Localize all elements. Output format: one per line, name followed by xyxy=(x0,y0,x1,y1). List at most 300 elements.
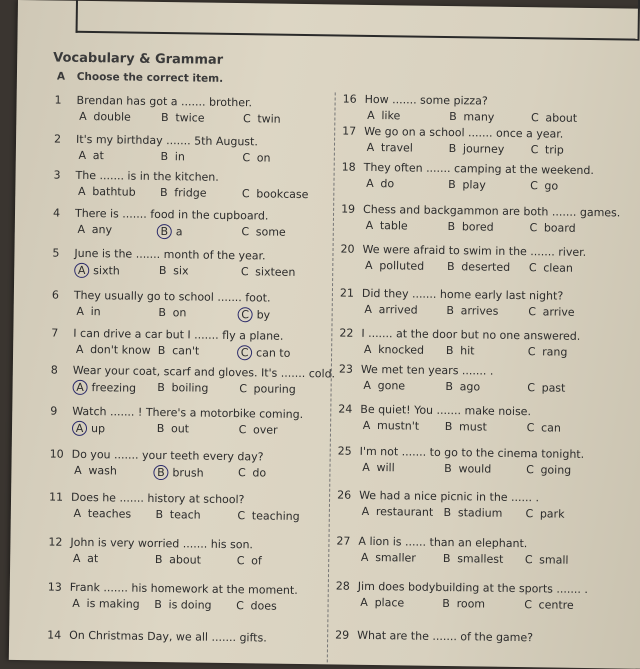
question-number: 27 xyxy=(336,534,351,548)
option-letter: A xyxy=(74,263,89,278)
option-a[interactable] xyxy=(364,141,413,155)
option-text: at xyxy=(87,552,99,566)
question-item xyxy=(339,286,575,322)
option-a[interactable] xyxy=(74,305,101,318)
option-b[interactable] xyxy=(444,260,510,274)
option-b[interactable] xyxy=(156,306,187,319)
option-text: smallest xyxy=(457,552,504,566)
option-b[interactable] xyxy=(157,186,206,200)
question-number: 10 xyxy=(49,447,64,461)
question-line xyxy=(341,203,620,220)
option-letter: A xyxy=(362,418,371,432)
option-text: up xyxy=(90,422,106,436)
option-letter: A xyxy=(362,460,370,474)
option-letter: C xyxy=(528,261,537,275)
option-b[interactable] xyxy=(158,150,185,163)
option-c[interactable] xyxy=(239,187,308,201)
option-c[interactable] xyxy=(526,305,575,319)
question-number: 12 xyxy=(48,535,63,549)
question-item xyxy=(48,490,300,525)
option-b[interactable] xyxy=(442,420,487,434)
answer-options xyxy=(52,305,271,324)
question-item xyxy=(335,579,587,615)
question-number: 21 xyxy=(339,286,355,300)
question-item xyxy=(52,289,271,324)
question-line xyxy=(49,490,245,506)
option-text: bathtub xyxy=(92,185,136,199)
question-stem: Do you ....... your teeth every day? xyxy=(71,447,264,464)
question-item xyxy=(47,628,267,644)
question-stem: Did they ....... home early last night? xyxy=(361,286,564,303)
option-a[interactable] xyxy=(72,380,136,396)
answer-options xyxy=(340,259,586,278)
question-line xyxy=(53,207,269,223)
answer-options xyxy=(49,463,267,482)
question-number: 17 xyxy=(342,124,357,138)
option-b[interactable] xyxy=(440,552,503,566)
option-b[interactable] xyxy=(443,380,481,394)
option-letter: B xyxy=(442,551,451,566)
option-text: go xyxy=(544,179,559,193)
question-item xyxy=(338,362,566,397)
option-c[interactable] xyxy=(239,225,286,239)
option-a[interactable] xyxy=(74,263,120,279)
question-item xyxy=(339,327,580,362)
option-c[interactable] xyxy=(237,345,291,361)
option-letter: B xyxy=(445,344,454,358)
option-text: hit xyxy=(460,344,475,358)
question-number: 8 xyxy=(50,363,58,377)
option-b[interactable] xyxy=(155,381,209,395)
question-stem: The ....... is in the kitchen. xyxy=(75,168,219,184)
option-c[interactable] xyxy=(526,261,573,275)
answer-options xyxy=(339,378,566,397)
option-text: fridge xyxy=(174,186,207,200)
question-line xyxy=(338,445,585,461)
option-letter: B xyxy=(158,263,167,278)
exercise-instruction-text: Choose the correct item. xyxy=(76,70,224,85)
option-c[interactable] xyxy=(528,111,577,125)
option-text: small xyxy=(539,553,569,567)
option-letter: C xyxy=(238,423,247,437)
option-letter: B xyxy=(157,380,165,395)
option-a[interactable] xyxy=(360,419,419,433)
question-line xyxy=(342,125,563,141)
question-number: 23 xyxy=(338,362,353,376)
question-line xyxy=(339,327,580,343)
option-text: sixteen xyxy=(255,265,296,279)
option-letter: A xyxy=(365,218,374,232)
answer-options xyxy=(340,302,575,322)
option-letter: C xyxy=(242,112,251,126)
option-b[interactable] xyxy=(440,597,486,611)
option-letter: B xyxy=(157,224,172,239)
option-text: teaching xyxy=(251,509,300,523)
option-letter: C xyxy=(524,553,533,567)
option-letter: A xyxy=(364,258,373,272)
option-text: teach xyxy=(169,508,201,522)
question-stem: I'm not ....... to go to the cinema tonight. xyxy=(359,444,585,461)
option-c[interactable] xyxy=(522,553,568,567)
question-line xyxy=(342,161,594,178)
option-text: polluted xyxy=(379,259,425,273)
question-line xyxy=(336,535,527,551)
option-a[interactable] xyxy=(358,596,405,610)
question-item xyxy=(337,488,565,524)
question-line xyxy=(339,363,494,378)
option-letter: B xyxy=(156,421,165,436)
answer-options xyxy=(47,596,297,615)
question-stem: Jim does bodybuilding at the sports ....... . xyxy=(357,579,588,597)
option-letter: B xyxy=(159,186,168,200)
option-letter: C xyxy=(524,598,533,612)
option-text: in xyxy=(174,150,185,164)
option-b[interactable] xyxy=(446,110,494,124)
question-number: 11 xyxy=(48,490,64,504)
option-letter: C xyxy=(527,381,536,395)
question-item xyxy=(48,535,262,570)
question-stem: June is the ....... month of the year. xyxy=(74,246,266,263)
question-item xyxy=(337,445,584,480)
option-c[interactable] xyxy=(523,507,565,521)
question-item xyxy=(47,580,297,615)
option-text: gone xyxy=(377,379,406,393)
question-stem: Be quiet! You ....... make noise. xyxy=(360,402,532,419)
question-line xyxy=(337,489,539,505)
option-a[interactable] xyxy=(358,551,416,565)
question-number: 28 xyxy=(335,579,350,593)
option-a[interactable] xyxy=(69,597,139,611)
option-b[interactable] xyxy=(154,422,189,435)
question-item xyxy=(51,326,291,361)
option-text: do xyxy=(380,177,395,191)
question-item xyxy=(338,402,561,438)
option-letter: C xyxy=(240,265,249,279)
option-b[interactable] xyxy=(153,465,203,481)
option-text: going xyxy=(540,463,572,477)
option-letter: C xyxy=(236,599,244,613)
option-text: twice xyxy=(175,111,205,125)
option-c[interactable] xyxy=(233,599,276,613)
option-text: double xyxy=(93,110,131,124)
option-text: don't know xyxy=(90,343,151,357)
option-c[interactable] xyxy=(525,381,566,395)
option-a[interactable] xyxy=(75,223,112,237)
answer-options xyxy=(341,177,593,197)
option-c[interactable] xyxy=(235,466,266,479)
question-item xyxy=(341,161,594,197)
option-letter: B xyxy=(448,178,456,192)
option-letter: C xyxy=(530,111,539,125)
question-number: 18 xyxy=(341,160,356,174)
answer-options xyxy=(50,420,303,440)
question-stem: We go on a school ....... once a year. xyxy=(364,124,564,141)
option-letter: C xyxy=(241,225,250,239)
option-b[interactable] xyxy=(441,462,491,476)
option-text: arrive xyxy=(542,305,575,319)
option-letter: B xyxy=(446,304,455,318)
option-a[interactable] xyxy=(364,109,400,122)
option-text: would xyxy=(458,462,492,476)
option-letter: A xyxy=(361,504,370,518)
option-letter: A xyxy=(77,222,86,236)
question-number: 22 xyxy=(339,326,354,340)
question-line xyxy=(55,94,253,110)
option-text: a xyxy=(175,225,183,239)
option-text: play xyxy=(462,178,486,192)
option-text: arrived xyxy=(378,303,418,317)
option-c[interactable] xyxy=(240,112,281,126)
option-c[interactable] xyxy=(237,382,296,396)
question-stem: John is very worried ....... his son. xyxy=(70,535,254,552)
option-b[interactable] xyxy=(443,344,475,357)
option-c[interactable] xyxy=(238,307,271,322)
question-number: 6 xyxy=(51,288,59,302)
option-a[interactable] xyxy=(363,177,394,190)
exercise-letter: A xyxy=(56,70,66,83)
option-text: do xyxy=(252,466,267,480)
option-text: rang xyxy=(542,345,568,359)
answer-options xyxy=(53,222,286,242)
worksheet-page xyxy=(9,0,640,669)
question-number: 1 xyxy=(54,93,62,107)
option-letter: C xyxy=(237,345,252,360)
option-text: smaller xyxy=(375,551,416,565)
option-text: at xyxy=(92,149,104,163)
section-title: Vocabulary & Grammar xyxy=(53,50,224,68)
question-line xyxy=(48,535,253,551)
option-a[interactable] xyxy=(362,259,424,273)
option-letter: C xyxy=(239,382,248,396)
option-b[interactable] xyxy=(151,598,211,612)
option-b[interactable] xyxy=(155,344,199,358)
option-c[interactable] xyxy=(522,598,574,612)
option-c[interactable] xyxy=(525,345,567,359)
option-text: is making xyxy=(86,597,140,611)
option-c[interactable] xyxy=(523,463,571,477)
question-stem: There is ....... food in the cupboard. xyxy=(74,206,269,223)
option-text: many xyxy=(463,110,495,124)
question-item xyxy=(50,363,335,399)
option-text: bored xyxy=(461,220,494,234)
option-letter: A xyxy=(75,342,84,356)
option-text: arrives xyxy=(460,304,499,318)
option-a[interactable] xyxy=(361,379,406,393)
option-text: centre xyxy=(538,598,574,612)
question-stem: They usually go to school ....... foot. xyxy=(73,288,271,305)
question-stem: A lion is ...... than an elephant. xyxy=(358,534,528,551)
option-letter: A xyxy=(72,380,87,395)
option-text: table xyxy=(379,219,408,233)
question-line xyxy=(338,403,531,419)
option-letter: C xyxy=(237,466,246,480)
option-a[interactable] xyxy=(75,185,135,199)
answer-options xyxy=(338,418,561,438)
question-line xyxy=(54,133,258,149)
option-b[interactable] xyxy=(444,304,499,318)
question-item xyxy=(52,206,286,242)
option-a[interactable] xyxy=(76,149,104,162)
option-a[interactable] xyxy=(70,552,98,565)
option-b[interactable] xyxy=(445,220,494,234)
question-item xyxy=(336,534,569,570)
option-letter: B xyxy=(161,111,169,125)
top-box-frame xyxy=(76,0,640,41)
option-letter: B xyxy=(154,597,162,612)
question-line xyxy=(52,247,265,263)
option-c[interactable] xyxy=(527,221,576,235)
answer-options xyxy=(342,141,563,160)
option-text: knocked xyxy=(378,343,425,357)
question-stem: We met ten years ....... . xyxy=(360,362,494,378)
question-stem: We were afraid to swim in the ....... river. xyxy=(362,242,587,259)
option-letter: A xyxy=(367,108,375,122)
option-a[interactable] xyxy=(359,461,394,474)
option-text: deserted xyxy=(461,260,511,274)
question-number: 13 xyxy=(47,580,62,594)
option-letter: B xyxy=(445,380,454,394)
option-letter: A xyxy=(363,378,372,392)
question-number: 14 xyxy=(47,628,62,642)
option-c[interactable] xyxy=(234,554,262,567)
answer-options xyxy=(339,343,580,362)
option-text: will xyxy=(376,461,395,475)
question-number: 16 xyxy=(342,92,357,106)
option-letter: B xyxy=(444,461,452,476)
option-text: past xyxy=(541,381,566,395)
option-text: six xyxy=(173,264,189,278)
question-item xyxy=(54,93,281,129)
option-a[interactable] xyxy=(71,507,132,521)
question-stem: Frank ....... his homework at the moment. xyxy=(69,580,298,597)
option-b[interactable] xyxy=(445,178,485,192)
question-stem: Brendan has got a ....... brother. xyxy=(76,93,253,110)
option-b[interactable] xyxy=(153,508,201,522)
option-a[interactable] xyxy=(76,110,131,124)
option-a[interactable] xyxy=(362,303,418,317)
option-text: teaches xyxy=(87,507,132,521)
option-b[interactable] xyxy=(446,142,505,156)
option-letter: C xyxy=(527,345,536,359)
option-letter: C xyxy=(242,151,251,165)
option-text: does xyxy=(250,599,277,613)
question-stem: We had a nice picnic in the ...... . xyxy=(359,488,540,505)
question-line xyxy=(340,287,563,303)
option-text: sixth xyxy=(93,264,120,278)
question-line xyxy=(336,579,588,596)
question-line xyxy=(50,404,303,421)
option-text: like xyxy=(381,109,401,123)
option-text: over xyxy=(252,423,278,437)
question-number: 9 xyxy=(50,404,58,418)
option-letter: B xyxy=(443,505,452,520)
question-stem: Wear your coat, scarf and gloves. It's ....... cold. xyxy=(72,363,336,381)
option-b[interactable] xyxy=(441,506,503,520)
question-stem: I can drive a car but I ....... fly a plane. xyxy=(73,326,284,343)
answer-options xyxy=(51,342,291,361)
option-text: place xyxy=(374,596,405,610)
option-text: in xyxy=(90,305,101,319)
option-b[interactable] xyxy=(158,111,204,125)
option-text: must xyxy=(458,420,487,434)
answer-options xyxy=(52,263,296,282)
question-line xyxy=(48,580,298,596)
answer-options xyxy=(337,461,584,480)
option-text: can xyxy=(540,421,561,435)
option-c[interactable] xyxy=(240,151,271,164)
option-letter: C xyxy=(526,463,534,477)
option-letter: A xyxy=(79,109,87,123)
question-stem: It's my birthday ....... 5th August. xyxy=(75,132,258,149)
option-letter: B xyxy=(448,142,457,156)
option-text: some xyxy=(255,225,286,239)
question-line xyxy=(340,243,586,259)
question-number: 19 xyxy=(341,202,356,216)
option-letter: A xyxy=(74,463,82,477)
answer-options xyxy=(50,379,334,399)
option-c[interactable] xyxy=(238,265,295,279)
option-text: ago xyxy=(459,380,481,394)
answer-options xyxy=(54,109,281,129)
option-text: travel xyxy=(380,141,413,155)
question-item xyxy=(342,125,564,160)
option-text: any xyxy=(91,223,113,237)
option-a[interactable] xyxy=(359,505,434,519)
question-item xyxy=(53,168,309,203)
question-number: 26 xyxy=(337,488,352,502)
option-a[interactable] xyxy=(363,219,408,233)
option-a[interactable] xyxy=(73,343,151,357)
option-text: twin xyxy=(257,112,281,126)
option-letter: C xyxy=(236,554,245,568)
option-letter: A xyxy=(360,595,368,609)
option-b[interactable] xyxy=(156,264,188,277)
question-stem: Watch ....... ! There's a motorbike coming. xyxy=(72,404,304,422)
option-c[interactable] xyxy=(524,421,561,435)
option-text: mustn't xyxy=(377,419,420,433)
option-letter: B xyxy=(444,420,453,434)
option-letter: B xyxy=(154,552,163,567)
option-letter: C xyxy=(526,421,535,435)
question-item xyxy=(341,203,621,239)
answer-options xyxy=(336,550,569,569)
question-item xyxy=(50,404,303,440)
option-letter: C xyxy=(528,305,537,319)
option-c[interactable] xyxy=(527,179,558,192)
option-letter: A xyxy=(72,551,81,565)
option-c[interactable] xyxy=(528,143,564,156)
option-letter: A xyxy=(363,342,372,356)
option-letter: A xyxy=(364,302,373,316)
option-a[interactable] xyxy=(71,464,117,478)
answer-options xyxy=(49,506,300,525)
option-letter: A xyxy=(77,184,86,198)
option-c[interactable] xyxy=(236,423,278,437)
option-text: pouring xyxy=(253,382,296,396)
option-text: stadium xyxy=(457,506,503,520)
question-line xyxy=(51,326,283,342)
question-item xyxy=(49,447,267,482)
option-a[interactable] xyxy=(72,421,105,436)
option-a[interactable] xyxy=(361,343,424,357)
option-letter: B xyxy=(153,465,168,480)
option-b[interactable] xyxy=(157,224,183,239)
option-c[interactable] xyxy=(235,509,300,523)
question-line xyxy=(50,447,264,463)
answer-options xyxy=(337,504,565,524)
option-text: freezing xyxy=(91,381,137,395)
option-b[interactable] xyxy=(152,553,201,567)
